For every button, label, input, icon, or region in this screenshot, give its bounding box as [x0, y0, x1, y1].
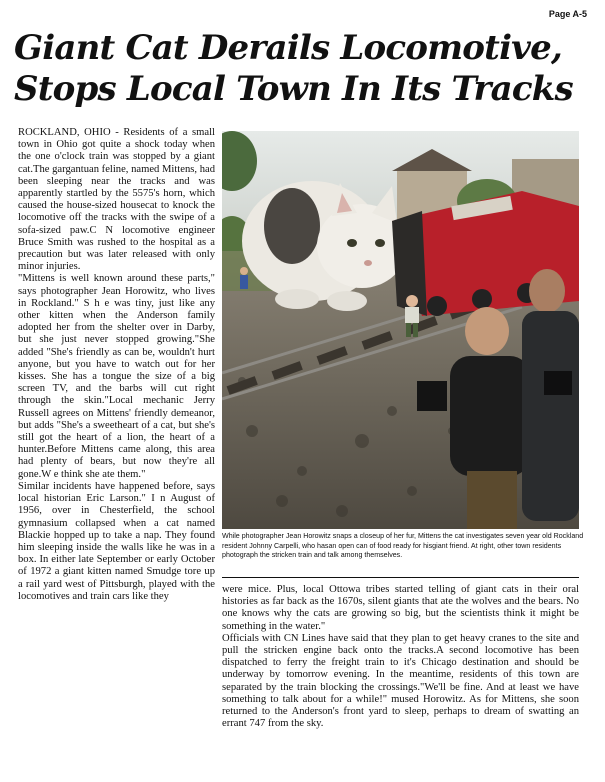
headline-line-2: Stops Local Town In Its Tracks — [14, 69, 573, 109]
page-label: Page A-5 — [548, 9, 587, 19]
article-paragraph: ROCKLAND, OHIO - Residents of a small town in Ohio got quite a shock today when the one o'clock train was stopped by a giant cat.The gargantuan feline, named Mittens, had been sleeping near the tracks and was apparently startled by the 5575's horn, which caused the house-sized housecat to knock the locomotive off the tracks with the swipe of a sofa-sized paw.C N locomotive engineer Bruce Smith was rushed to the hospital as a precaution but was later released with only minor injuries. — [18, 127, 215, 273]
article-left-column — [18, 127, 215, 603]
photo-illustration — [222, 131, 579, 529]
photo-caption — [222, 532, 589, 561]
headline-line-1: Giant Cat Derails Locomotive, — [14, 28, 563, 68]
article-photo — [222, 131, 579, 529]
caption-divider — [222, 577, 579, 578]
article-paragraph: Similar incidents have happened before, says local historian Eric Larson." I n August of 1956, over in Chesterfield, the school gymnasium collapsed when a cat named Blackie hopped up to take a nap. They found him sleeping inside the walls like he was in a box. In either late September or early October of 1972 a giant kitten named Smudge tore up a rail yard west of Pittsburgh, played with the locomotives and train cars like they — [18, 480, 215, 602]
article-right-column — [222, 584, 579, 730]
headline — [14, 28, 599, 110]
photo-caption-text: While photographer Jean Horowitz snaps a closeup of her fur, Mittens the cat investigates seven year old Rockland resident Johnny Carpelli, who hasan open can of food ready for hisgiant friend. At right, other town residents photograph the stricken train and talk among themselves. — [222, 532, 584, 560]
article-paragraph: were mice. Plus, local Ottowa tribes started telling of giant cats in their oral histories as far back as the 1670s, silent giants that ate the wolves and the bears. No one knows why the cats are growing so big, but the scientists think it might be something in the water." — [222, 584, 579, 632]
distant-figure — [240, 267, 248, 289]
article-paragraph: "Mittens is well known around these parts," says photographer Jean Horowitz, who lives in Rockland." S h e was tiny, just like any other kitten when the Anderson family adopted her from the shelter over in Darby, but she just never stopped growing."She added "She's friendly as can be, wouldn't hurt anyone, but you have to watch out for her kisses. She has a tongue the size of a big screen TV, and the barbs will cut right through the skin."Local mechanic Jerry Russell agrees on Mittens' friendly demeanor, but adds "She's a sweetheart of a cat, but she's still got the heart of a lion, the heart of a hunter.Before Mittens came along, this area had plenty of bears, but now they're all gone.W e think she ate them." — [18, 273, 215, 480]
article-paragraph: Officials with CN Lines have said that they plan to get heavy cranes to the site and pull the stricken engine back onto the tracks.A second locomotive has been dispatched to ferry the freight train to it's Chicago destination and should be underway by tomorrow evening. In the meantime, residents of this town are separated by the train blocking the crossings."We'll be fine. And at least we have something to talk about for a while!" mused Horowitz. As for Mittens, she soon returned to the Anderson's front yard to sleep, perhaps to dream of swatting an errant 747 from the sky. — [222, 632, 579, 730]
